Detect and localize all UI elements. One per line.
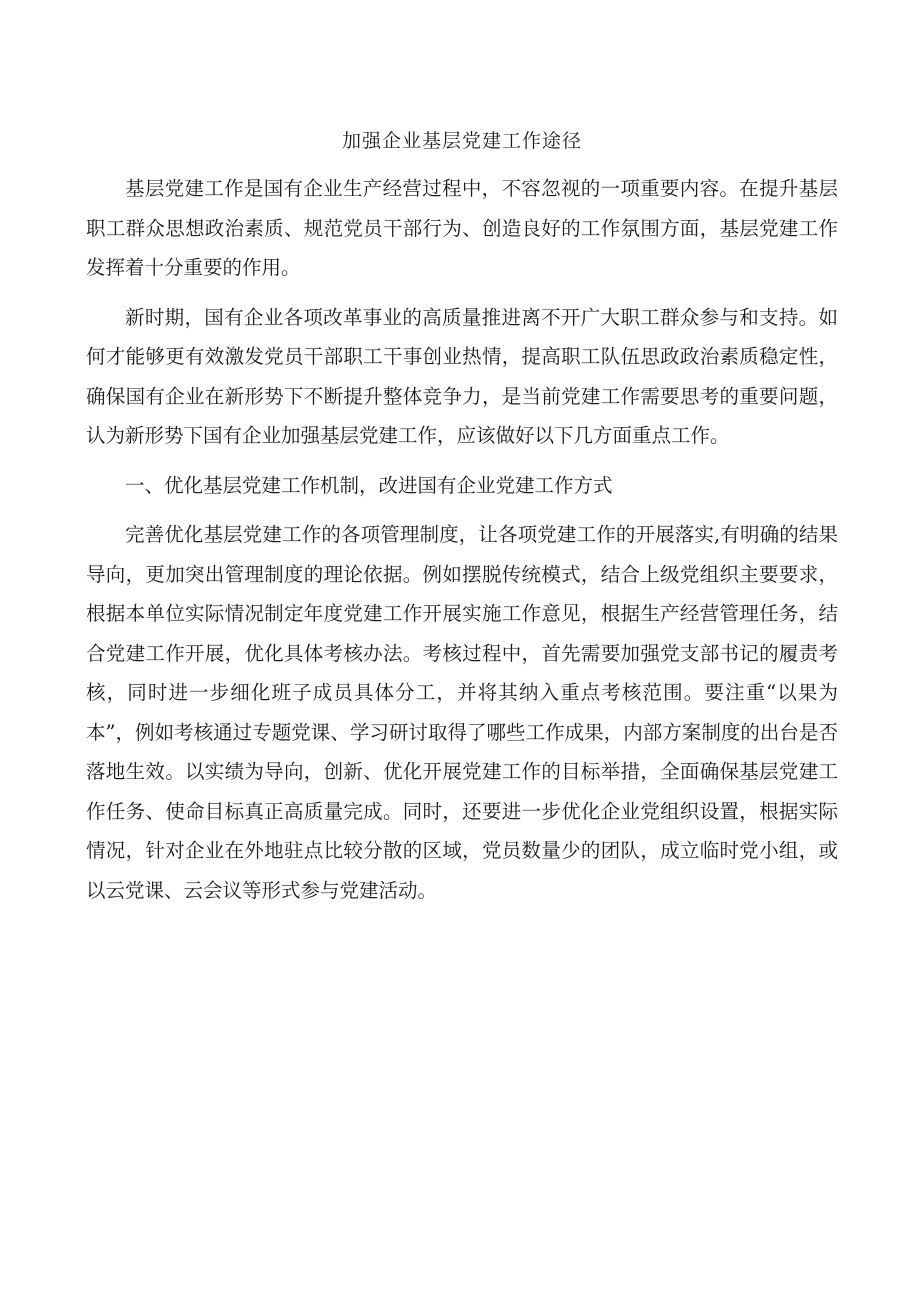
paragraph-context: 新时期，国有企业各项改革事业的高质量推进离不开广大职工群众参与和支持。如何才能够更有效激发党员干部职工干事创业热情，提高职工队伍思政政治素质稳定性，确保国有企业在新形势下不断提升整体竞争力，是当前党建工作需要思考的重要问题，认为新形势下国有企业加强基层党建工作，应该做好以下几方面重点工作。 (86, 305, 838, 447)
paragraph-section-1-body: 完善优化基层党建工作的各项管理制度，让各项党建工作的开展落实,有明确的结果导向，更加突出管理制度的理论依据。例如摆脱传统模式，结合上级党组织主要要求，根据本单位实际情况制定年度党建工作开展实施工作意见，根据生产经营管理任务，结合党建工作开展，优化具体考核办法。考核过程中，首先需要加强党支部书记的履责考核，同时进一步细化班子成员具体分工，并将其纳入重点考核范围。要注重“以果为本”，例如考核通过专题党课、学习研讨取得了哪些工作成果，内部方案制度的出台是否落地生效。以实绩为导向，创新、优化开展党建工作的目标举措，全面确保基层党建工作任务、使命目标真正高质量完成。同时，还要进一步优化企业党组织设置，根据实际情况，针对企业在外地驻点比较分散的区域，党员数量少的团队，成立临时党小组，或以云党课、云会议等形式参与党建活动。 (86, 523, 838, 902)
paragraph-intro: 基层党建工作是国有企业生产经营过程中，不容忽视的一项重要内容。在提升基层职工群众思想政治素质、规范党员干部行为、创造良好的工作氛围方面，基层党建工作发挥着十分重要的作用。 (86, 177, 838, 279)
document-title: 加强企业基层党建工作途径 (341, 130, 582, 152)
section-heading-1: 一、优化基层党建工作机制，改进国有企业党建工作方式 (125, 473, 613, 497)
